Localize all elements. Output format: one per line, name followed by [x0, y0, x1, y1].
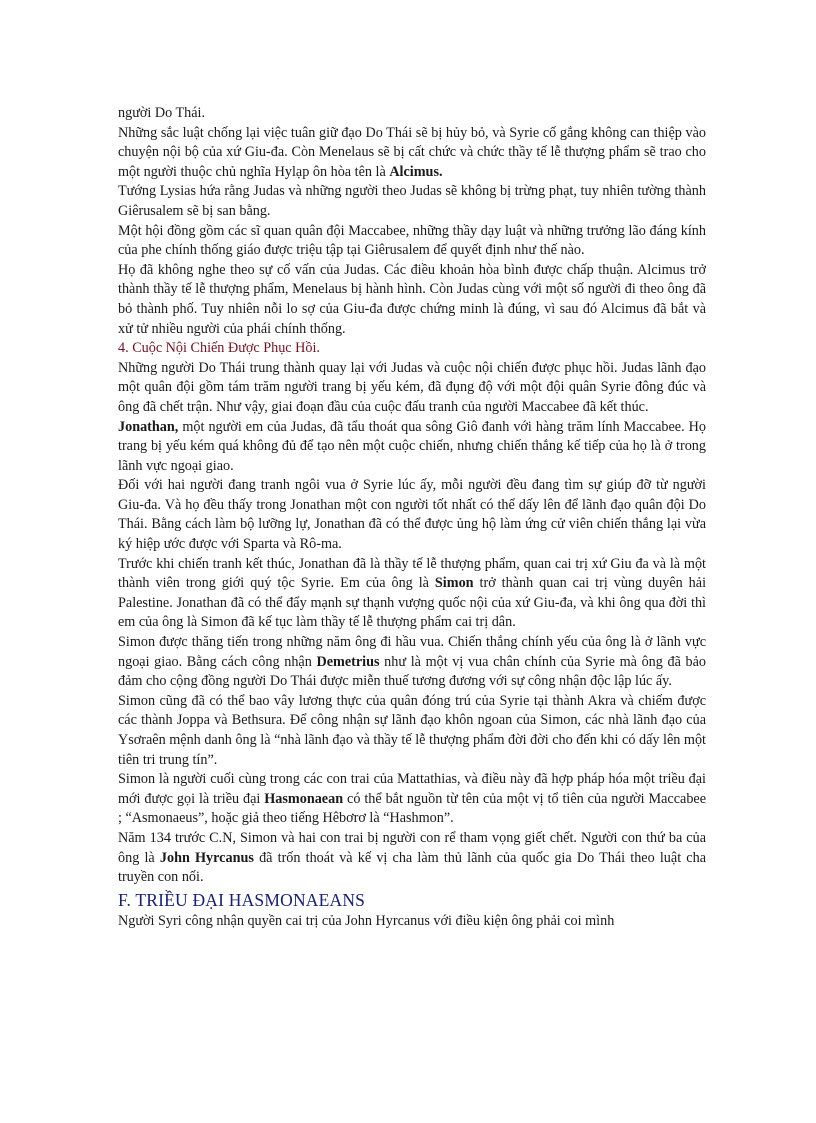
paragraph-10: Simon được thăng tiến trong những năm ông đi hầu vua. Chiến thắng chính yếu của ông là ở lãnh vực ngoại giao. Bằng cách công nhận Demetrius như là một vị vua chân chính của Syrie mà ông đã bảo đảm cho cộng đồng người Do Thái được miễn thuế tương đương với sự công nhận độc lập lúc ấy. [118, 634, 707, 690]
paragraph-6: Những người Do Thái trung thành quay lại với Judas và cuộc nội chiến được phục hồi. Judas lãnh đạo một quân đội gồm tám trăm người trang bị yếu kém, đã đụng độ với một đội quân Syrie đông đúc và ông đã chết trận. Như vậy, giai đoạn đầu của cuộc đấu tranh của người Maccabee đã kết thúc. [118, 359, 706, 415]
paragraph-5: Họ đã không nghe theo sự cố vấn của Judas. Các điều khoản hòa bình được chấp thuận. Alcimus trở thành thầy tế lễ thượng phẩm, Menelaus bị hành hình. Còn Judas cùng với một số người đi theo ông đã bỏ thành phố. Tuy nhiên nỗi lo sợ của Giu-đa được chứng minh là đúng, vì sau đó Alcimus đã bắt và xử tử nhiều người của phái chính thống. [118, 261, 706, 337]
paragraph-8: Đối với hai người đang tranh ngôi vua ở Syrie lúc ấy, mỗi người đều đang tìm sự giúp đỡ từ người Giu-đa. Và họ đều thấy trong Jonathan một con người tốt nhất có thể dấy lên để lãnh đạo quân đội Do Thái. Bằng cách làm bộ lưỡng lự, Jonathan đã có thể được ủng hộ làm ứng cử viên chiến thắng lại vừa ký hiệp ước được với Sparta và Rô-ma. [118, 477, 706, 553]
name-jonathan: Jonathan, [118, 418, 179, 435]
section-heading-hasmonaeans: F. TRIỀU ĐẠI HASMONAEANS [118, 889, 366, 910]
name-alcimus: Alcimus. [389, 163, 443, 180]
paragraph-9: Trước khi chiến tranh kết thúc, Jonathan đã là thầy tế lễ thượng phẩm, quan cai trị xứ Giu đa và là một thành viên trong giới quý tộc Syrie. Em của ông là Simon trở thành quan cai trị vùng duyên hải Palestine. Jonathan đã có thể đẩy mạnh sự thạnh vượng quốc nội của xứ Giu-đa, và khi ông qua đời thì em của ông là Simon đã kế tục làm thầy tế lễ thượng phẩm cai trị dân. [118, 555, 707, 631]
name-hasmonaean: Hasmonaean [264, 790, 344, 807]
paragraph-11: Simon cũng đã có thể bao vây lương thực của quân đóng trú của Syrie tại thành Akra và chiếm được các thành Joppa và Bethsura. Để công nhận sự lãnh đạo khôn ngoan của Simon, các nhà lãnh đạo của Ysơraên mệnh danh ông là “nhà lãnh đạo và thầy tế lễ thượng phẩm đời đời cho đến khi có dấy lên một tiên tri trung tín”. [118, 692, 706, 768]
paragraph-4: Một hội đồng gồm các sĩ quan quân đội Maccabee, những thầy dạy luật và những trưởng lão đáng kính của phe chính thống giáo được triệu tập tại Giêrusalem để quyết định như thế nào. [118, 222, 706, 259]
name-demetrius: Demetrius [316, 653, 380, 670]
document-body [118, 104, 706, 931]
paragraph-7: Jonathan, một người em của Judas, đã tẩu thoát qua sông Giô đanh với hàng trăm lính Maccabee. Họ trang bị yếu kém quá không đủ để tạo nên một cuộc chiến, nhưng chiến thắng kế tiếp của họ là ở trong lãnh vực ngoại giao. [118, 418, 707, 474]
paragraph-12: Simon là người cuối cùng trong các con trai của Mattathias, và điều này đã hợp pháp hóa một triều đại mới được gọi là triều đại Hasmonaean có thể bắt nguồn từ tên của một vị tổ tiên của người Maccabee ; “Asmonaeus”, hoặc giả theo tiếng Hêbơrơ là “Hashmon”. [118, 771, 707, 827]
sub-heading-civil-war: 4. Cuộc Nội Chiến Được Phục Hồi. [118, 340, 320, 357]
paragraph-3: Tướng Lysias hứa rằng Judas và những người theo Judas sẽ không bị trừng phạt, tuy nhiên tường thành Giêrusalem sẽ bị san bằng. [118, 183, 706, 219]
name-john-hyrcanus: John Hyrcanus [159, 849, 254, 866]
paragraph-14: Người Syri công nhận quyền cai trị của John Hyrcanus với điều kiện ông phải coi mình [118, 912, 615, 929]
paragraph-13: Năm 134 trước C.N, Simon và hai con trai bị người con rể tham vọng giết chết. Người con thứ ba của ông là John Hyrcanus đã trốn thoát và kế vị cha làm thủ lãnh của quốc gia Do Thái theo luật cha truyền con nối. [118, 829, 706, 886]
name-simon: Simon [434, 575, 474, 592]
paragraph-2: Những sắc luật chống lại việc tuân giữ đạo Do Thái sẽ bị hủy bỏ, và Syrie cố gắng không can thiệp vào chuyện nội bộ của xứ Giu-đa. Còn Menelaus sẽ bị cất chức và chức thầy tế lễ thượng phẩm sẽ trao cho một người thuộc chủ nghĩa Hylạp ôn hòa tên là Alcimus. [118, 124, 706, 180]
paragraph-1: người Do Thái. [118, 105, 206, 121]
